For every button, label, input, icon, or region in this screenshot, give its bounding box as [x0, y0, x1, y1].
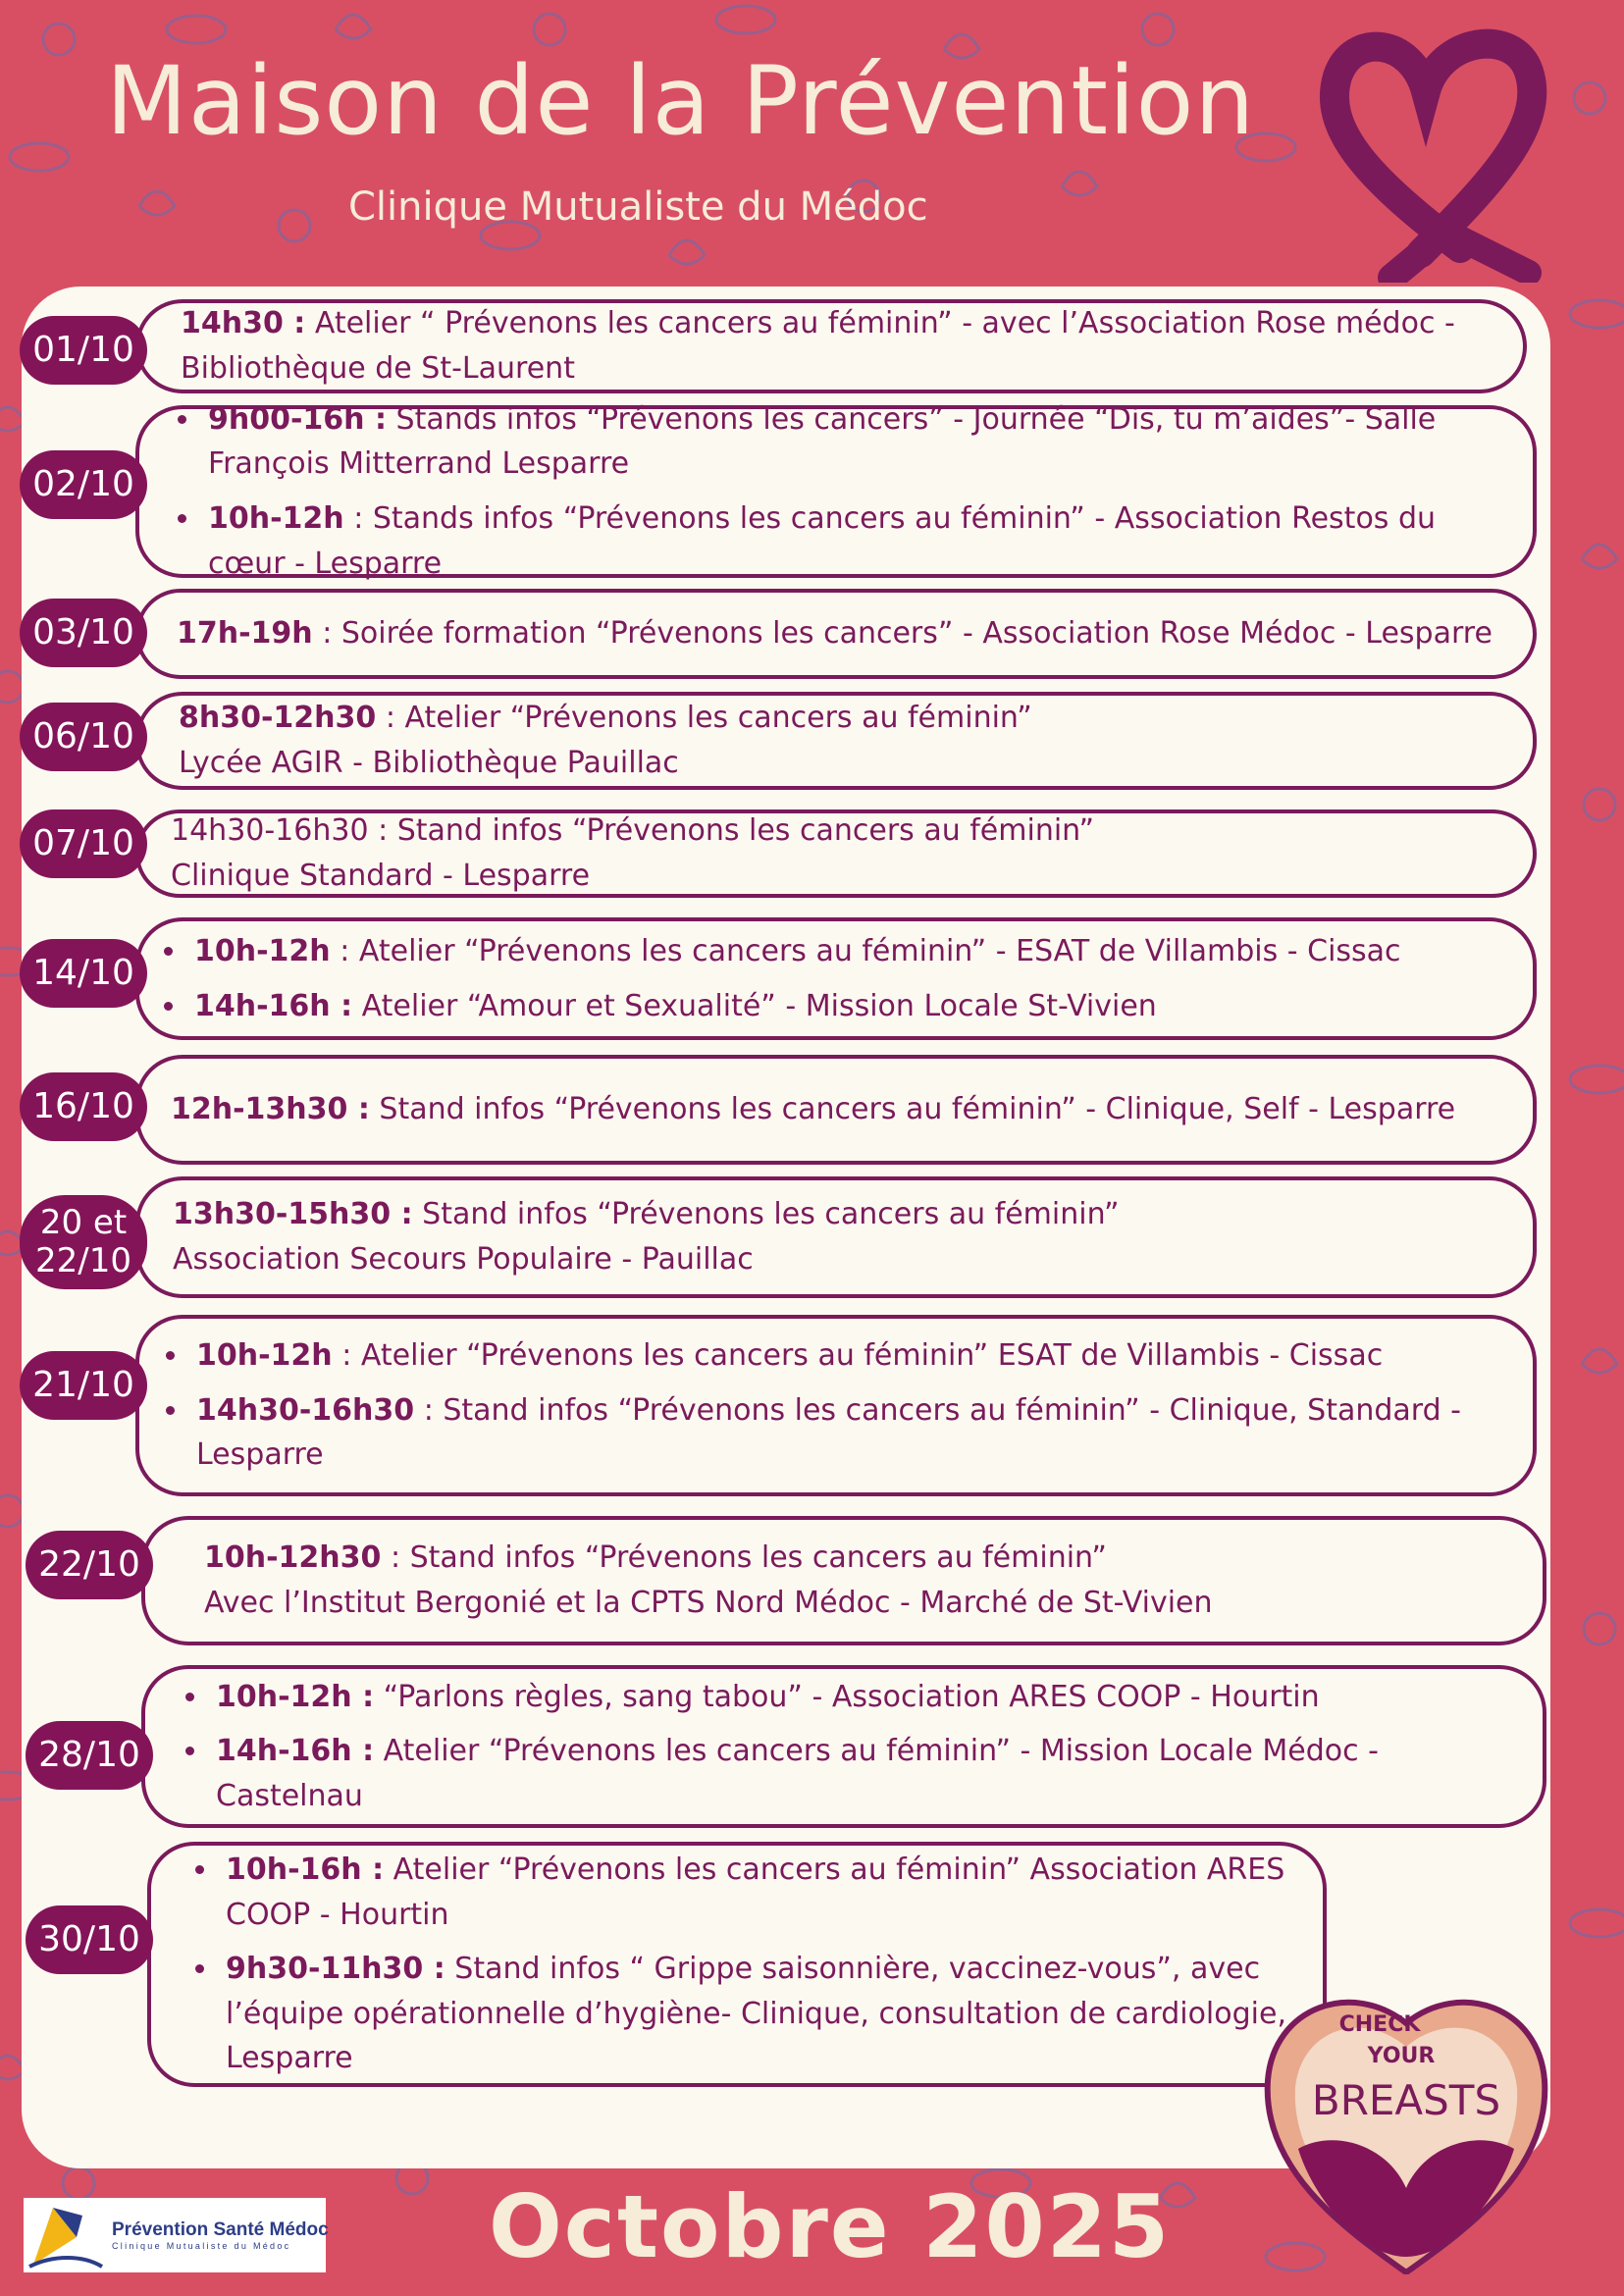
event-date-badge: 16/10 — [20, 1072, 147, 1141]
event-description: : Atelier “Prévenons les cancers au féminin” ESAT de Villambis - Cissac — [332, 1338, 1384, 1374]
event-card — [135, 917, 1537, 1040]
event-card — [135, 1315, 1537, 1496]
event-date-badge: 03/10 — [20, 599, 147, 667]
event-bullet-item — [220, 1947, 1287, 2081]
food-doodle-shape — [0, 671, 24, 703]
event-description: Association Secours Populaire - Pauillac — [173, 1242, 754, 1277]
event-date-badge: 02/10 — [20, 450, 147, 519]
event-line — [171, 854, 1497, 899]
event-time: 10h-12h — [196, 1338, 333, 1374]
food-doodle-shape — [1570, 1909, 1624, 1937]
event-time: 13h30-15h30 : — [173, 1197, 413, 1232]
food-doodle-shape — [1142, 14, 1174, 45]
event-time: 12h-13h30 : — [171, 1092, 370, 1127]
food-doodle-shape — [1570, 300, 1624, 328]
food-doodle-shape — [669, 240, 705, 264]
badge-your-text: YOUR — [1367, 2044, 1436, 2068]
event-date-badge: 06/10 — [20, 703, 147, 771]
event-bullet-item — [190, 1333, 1497, 1379]
event-line — [204, 1536, 1507, 1581]
logo-icon — [24, 2198, 106, 2272]
event-time: 14h-16h : — [194, 988, 353, 1023]
logo-subtitle: Clinique Mutualiste du Médoc — [112, 2241, 291, 2251]
food-doodle-shape — [1584, 1613, 1615, 1644]
food-doodle-shape — [336, 15, 371, 38]
event-bullet-list — [167, 929, 1497, 1028]
food-doodle-shape — [1582, 1349, 1617, 1373]
page-subtitle: Clinique Mutualiste du Médoc — [348, 184, 928, 230]
event-bullet-item — [202, 496, 1497, 586]
event-date-badge: 22/10 — [26, 1531, 153, 1599]
food-doodle-shape — [43, 24, 75, 55]
food-doodle-shape — [534, 14, 565, 45]
event-card — [141, 1665, 1546, 1828]
event-card — [141, 1516, 1546, 1645]
event-description: Atelier “Prévenons les cancers au féminin” Association ARES COOP - Hourtin — [226, 1852, 1285, 1932]
event-description: Atelier “Amour et Sexualité” - Mission Locale St-Vivien — [352, 988, 1157, 1023]
event-description: “Parlons règles, sang tabou” - Association ARES COOP - Hourtin — [374, 1679, 1320, 1714]
event-description: Stands infos “Prévenons les cancers” - Journée “Dis, tu m’aides”- Salle François Mitterrand Lesparre — [208, 401, 1437, 482]
event-line — [173, 1192, 1497, 1237]
event-date-badge: 07/10 — [20, 809, 147, 878]
event-date-badge: 20 et 22/10 — [20, 1195, 147, 1289]
prevention-sante-medoc-logo — [24, 2198, 329, 2272]
event-line — [204, 1581, 1507, 1626]
event-time: 8h30-12h30 — [179, 701, 377, 736]
event-card — [135, 1055, 1537, 1165]
event-card — [135, 809, 1537, 898]
event-date-badge: 14/10 — [20, 939, 147, 1008]
event-bullet-item — [190, 1388, 1497, 1478]
event-line — [181, 301, 1488, 391]
event-time: 14h30 : — [181, 306, 306, 341]
event-description: 14h30-16h30 : Stand infos “Prévenons les cancers au féminin” — [171, 813, 1095, 849]
event-bullet-list — [188, 1675, 1507, 1819]
food-doodle-shape — [167, 16, 226, 43]
event-line — [179, 696, 1497, 741]
event-time: 14h-16h : — [216, 1734, 375, 1769]
event-description: Clinique Standard - Lesparre — [171, 859, 591, 893]
food-doodle-shape — [279, 210, 310, 241]
event-description: : Soirée formation “Prévenons les cancers” - Association Rose Médoc - Lesparre — [312, 616, 1493, 652]
event-bullet-list — [198, 1848, 1287, 2081]
food-doodle-shape — [0, 1495, 24, 1527]
event-time: 10h-12h — [194, 933, 331, 968]
event-description: : Stand infos “Prévenons les cancers au féminin” - Clinique, Standard - Lesparre — [196, 1392, 1462, 1473]
event-description: Atelier “Prévenons les cancers au féminin” - Mission Locale Médoc - Castelnau — [216, 1734, 1379, 1813]
event-bullet-item — [220, 1848, 1287, 1937]
event-bullet-item — [188, 929, 1497, 974]
event-line — [173, 1237, 1497, 1282]
event-card — [135, 1176, 1537, 1298]
event-description: : Stands infos “Prévenons les cancers au féminin” - Association Restos du cœur - Lesparre — [208, 501, 1437, 581]
event-description: : Atelier “Prévenons les cancers au féminin” - ESAT de Villambis - Cissac — [330, 933, 1401, 968]
food-doodle-shape — [139, 191, 175, 215]
event-card — [135, 401, 1537, 581]
food-doodle-shape — [1574, 82, 1605, 114]
event-time: 10h-12h — [208, 501, 344, 536]
food-doodle-shape — [1062, 172, 1097, 195]
event-bullet-item — [188, 984, 1497, 1029]
event-bullet-item — [210, 1729, 1507, 1818]
event-line — [179, 741, 1497, 786]
event-date-badge: 30/10 — [26, 1905, 153, 1974]
event-time: 9h30-11h30 : — [226, 1952, 445, 1987]
event-time: 9h00-16h : — [208, 401, 387, 437]
event-card — [147, 1842, 1327, 2087]
food-doodle-shape — [10, 143, 69, 171]
event-line — [177, 611, 1497, 656]
event-date-badge: 01/10 — [20, 316, 147, 385]
badge-check-text: CHECK — [1338, 2012, 1421, 2037]
badge-breasts-text: BREASTS — [1311, 2076, 1501, 2124]
food-doodle-shape — [716, 6, 775, 33]
event-card — [135, 692, 1537, 790]
event-card — [135, 589, 1537, 679]
check-your-breasts-badge — [1254, 1962, 1558, 2274]
page-title: Maison de la Prévention — [106, 46, 1256, 156]
event-description: Lycée AGIR - Bibliothèque Pauillac — [179, 746, 679, 780]
event-bullet-item — [202, 397, 1497, 487]
food-doodle-shape — [1584, 789, 1615, 820]
event-date-badge: 28/10 — [26, 1721, 153, 1790]
event-date-badge: 21/10 — [20, 1351, 147, 1420]
food-doodle-shape — [63, 2167, 94, 2199]
event-bullet-item — [210, 1675, 1507, 1720]
event-description: Stand infos “Prévenons les cancers au féminin” - Clinique, Self - Lesparre — [369, 1092, 1456, 1127]
event-description: Atelier “ Prévenons les cancers au féminin” - avec l’Association Rose médoc - Bibliothèque de St-Laurent — [181, 306, 1455, 386]
event-time: 10h-16h : — [226, 1852, 385, 1888]
event-bullet-list — [169, 1333, 1497, 1478]
event-line — [171, 1087, 1497, 1132]
event-description: : Stand infos “Prévenons les cancers au féminin” — [381, 1540, 1107, 1576]
event-time: 10h-12h30 — [204, 1540, 382, 1576]
event-line — [171, 809, 1497, 854]
month-title: Octobre 2025 — [489, 2176, 1172, 2277]
event-description: Stand infos “Prévenons les cancers au féminin” — [412, 1197, 1120, 1232]
food-doodle-shape — [1570, 1066, 1624, 1093]
event-description: Avec l’Institut Bergonié et la CPTS Nord Médoc - Marché de St-Vivien — [204, 1586, 1213, 1620]
heart-ribbon-icon — [1303, 8, 1568, 283]
event-bullet-list — [181, 397, 1497, 586]
event-time: 17h-19h — [177, 616, 313, 652]
event-time: 10h-12h : — [216, 1679, 375, 1714]
event-description: Stand infos “ Grippe saisonnière, vaccinez-vous”, avec l’équipe opérationnelle d’hygiène- Clinique, consultation de cardiologie, Lesparre — [226, 1952, 1286, 2076]
event-card — [135, 299, 1527, 393]
logo-name: Prévention Santé Médoc — [112, 2219, 329, 2240]
event-time: 14h30-16h30 — [196, 1392, 415, 1428]
food-doodle-shape — [1582, 545, 1617, 568]
event-description: : Atelier “Prévenons les cancers au féminin” — [376, 701, 1032, 736]
